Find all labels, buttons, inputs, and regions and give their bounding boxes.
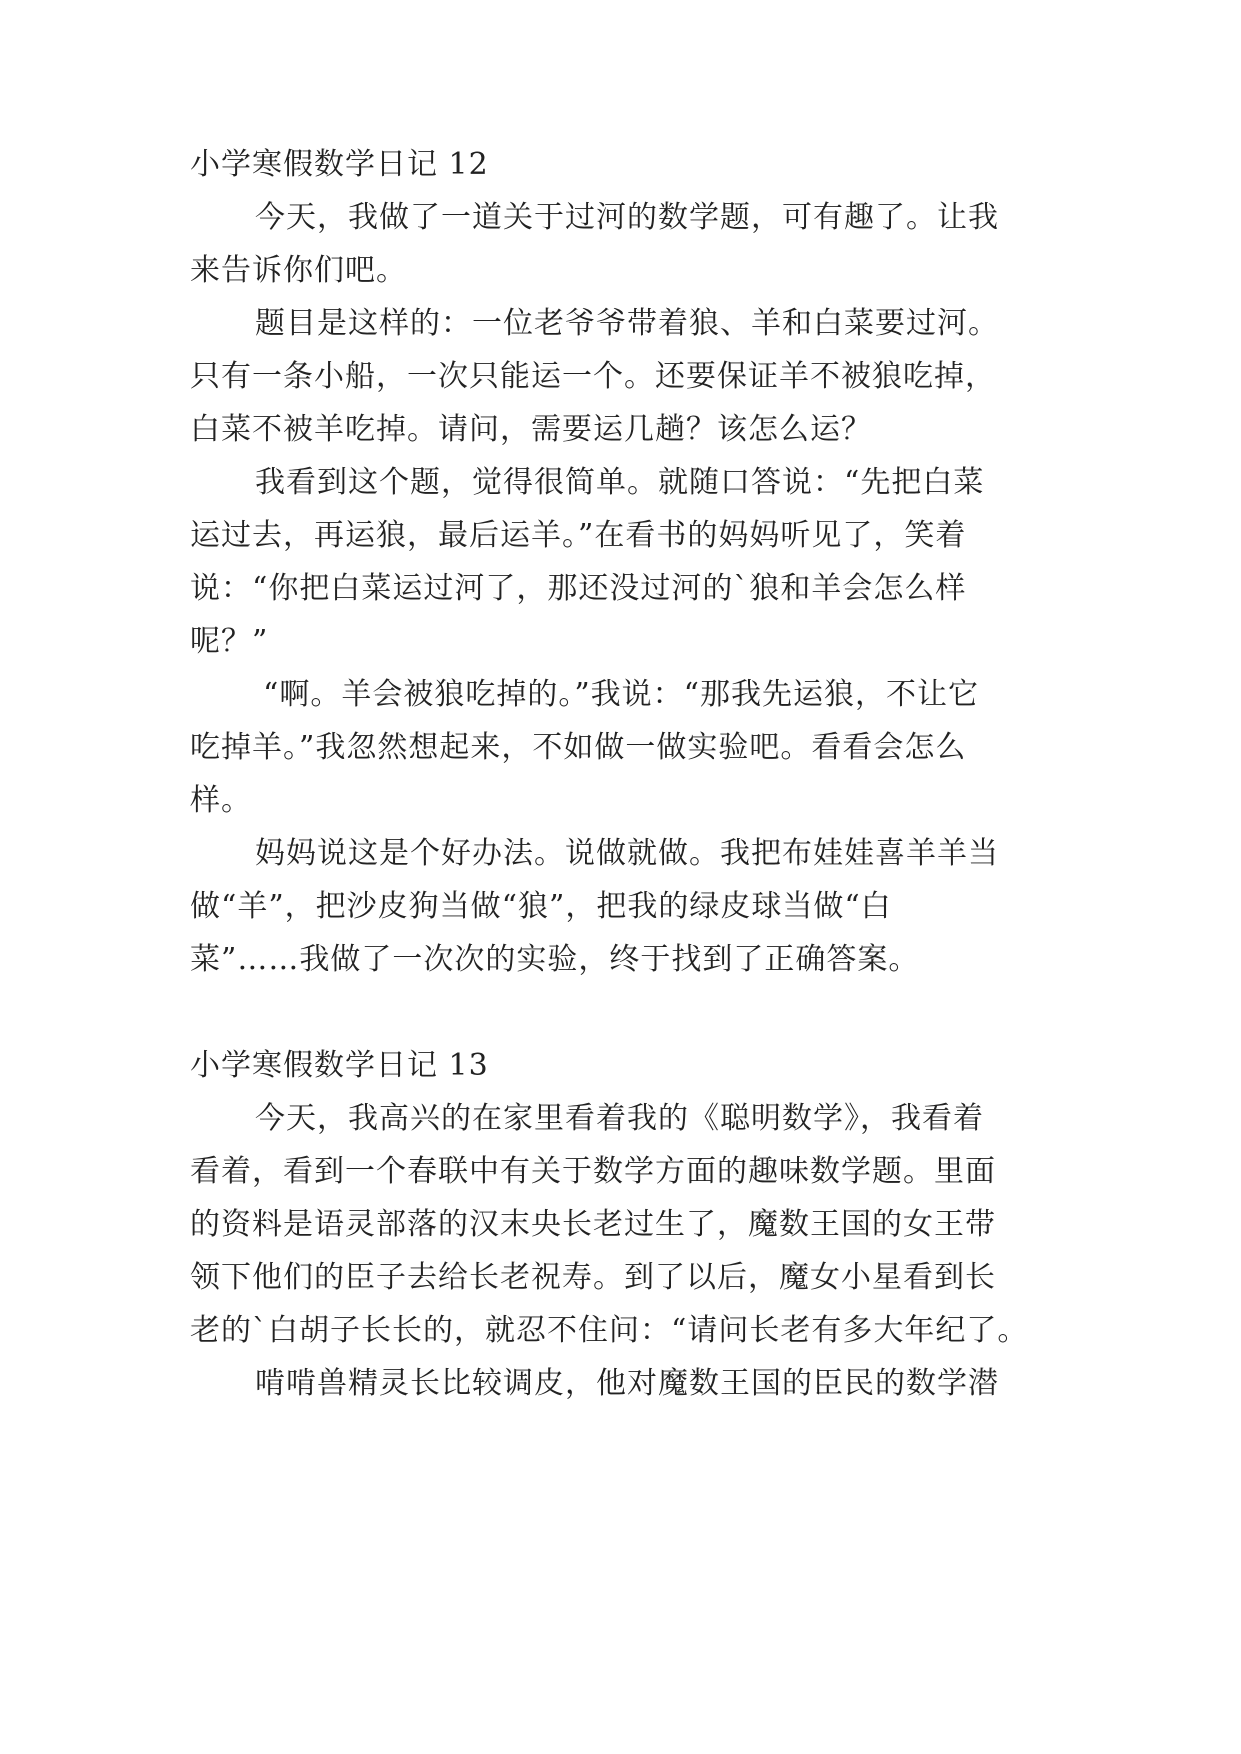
- diary-12-p3-line2: 运过去，再运狼，最后运羊。”在看书的妈妈听见了，笑着: [190, 518, 967, 553]
- diary-13-p1-line2: 看着，看到一个春联中有关于数学方面的趣味数学题。里面: [190, 1154, 996, 1189]
- diary-12-p4-line2: 吃掉羊。”我忽然想起来，不如做一做实验吧。看看会怎么: [190, 730, 967, 765]
- diary-12-p5-line1: 妈妈说这是个好办法。说做就做。我把布娃娃喜羊羊当: [255, 836, 999, 871]
- diary-12-p3-line1: 我看到这个题，觉得很简单。就随口答说：“先把白菜: [255, 465, 985, 500]
- diary-13-p1-line5: 老的`白胡子长长的，就忍不住问：“请问长老有多大年纪了。: [190, 1313, 1029, 1348]
- diary-12-p5-line3: 菜”……我做了一次次的实验，终于找到了正确答案。: [190, 942, 920, 977]
- diary-13-p2-line1: 啃啃兽精灵长比较调皮，他对魔数王国的臣民的数学潜: [255, 1366, 999, 1401]
- diary-12-p1-line1: 今天，我做了一道关于过河的数学题，可有趣了。让我: [255, 200, 999, 235]
- diary-12-p2-line3: 白菜不被羊吃掉。请问，需要运几趟？该怎么运？: [190, 412, 872, 447]
- diary-12-p4-line1: “啊。羊会被狼吃掉的。”我说：“那我先运狼，不让它: [263, 677, 980, 712]
- diary-12-p5-line2: 做“羊”，把沙皮狗当做“狼”，把我的绿皮球当做“白: [190, 889, 892, 924]
- diary-13-title: 小学寒假数学日记 13: [190, 1048, 489, 1083]
- diary-13-p1-line1: 今天，我高兴的在家里看着我的《聪明数学》，我看着: [255, 1101, 984, 1136]
- diary-12-p4-line3: 样。: [190, 783, 252, 818]
- diary-13-p1-line4: 领下他们的臣子去给长老祝寿。到了以后，魔女小星看到长: [190, 1260, 996, 1295]
- diary-13-p1-line3: 的资料是语灵部落的汉末央长老过生了，魔数王国的女王带: [190, 1207, 996, 1242]
- diary-12-p2-line1: 题目是这样的：一位老爷爷带着狼、羊和白菜要过河。: [255, 306, 999, 341]
- diary-12-p3-line3: 说：“你把白菜运过河了，那还没过河的`狼和羊会怎么样: [190, 571, 967, 606]
- diary-12-title: 小学寒假数学日记 12: [190, 147, 489, 182]
- diary-12-p2-line2: 只有一条小船，一次只能运一个。还要保证羊不被狼吃掉，: [190, 359, 996, 394]
- diary-12-p1-line2: 来告诉你们吧。: [190, 253, 407, 288]
- diary-12-p3-line4: 呢？”: [190, 624, 269, 659]
